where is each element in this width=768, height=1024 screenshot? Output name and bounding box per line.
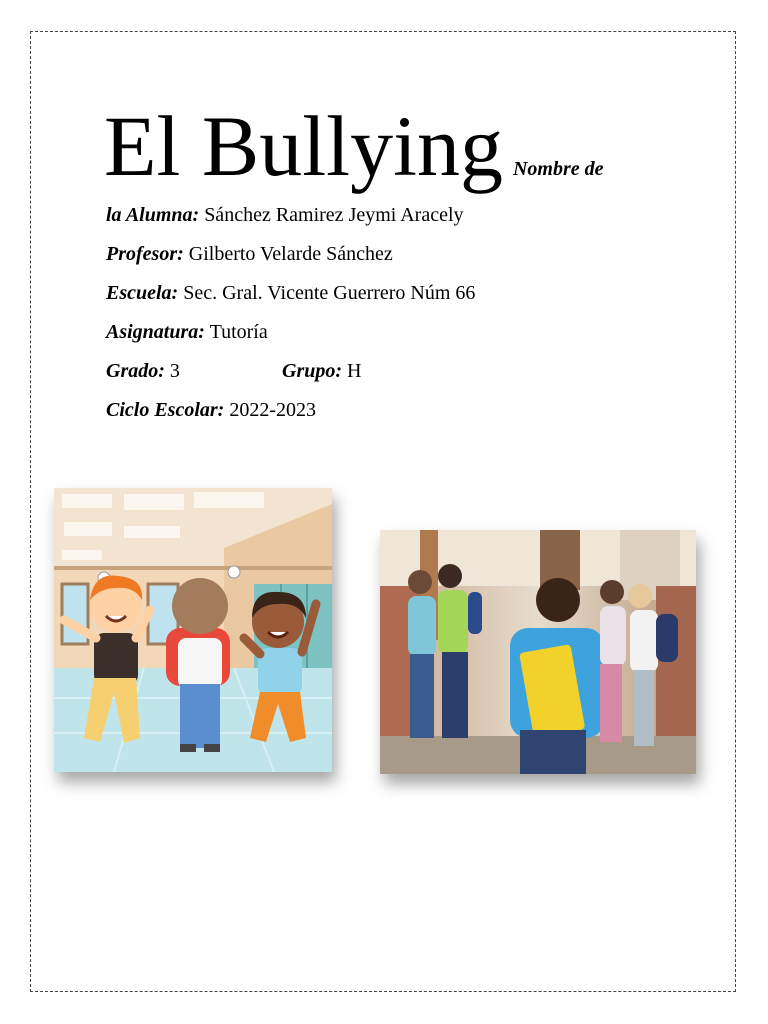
student-line	[106, 202, 464, 228]
school-name: Sec. Gral. Vicente Guerrero Núm 66	[183, 282, 476, 304]
school-line	[106, 280, 475, 306]
group-value: H	[347, 360, 362, 382]
document-title: El Bullying	[104, 98, 503, 194]
student-label-start: Nombre de	[512, 158, 604, 180]
grade-label: Grado:	[106, 360, 165, 382]
cover-title-line	[104, 96, 604, 219]
grade-value: 3	[169, 360, 180, 382]
grade-line	[106, 358, 180, 384]
subject-label: Asignatura:	[106, 321, 205, 343]
student-name: Sánchez Ramirez Jeymi Aracely	[204, 204, 464, 226]
group-line	[282, 358, 361, 384]
school-year-line	[106, 397, 316, 423]
group-label: Grupo:	[282, 360, 343, 382]
student-label: la Alumna:	[106, 204, 200, 226]
cartoon-school-image	[54, 488, 332, 772]
school-label: Escuela:	[106, 282, 179, 304]
school-year-value: 2022-2023	[229, 399, 317, 421]
subject-name: Tutoría	[209, 321, 268, 343]
school-year-label: Ciclo Escolar:	[106, 399, 225, 421]
teacher-line	[106, 241, 393, 267]
bullying-photo-icon	[380, 530, 696, 774]
teacher-label: Profesor:	[106, 243, 184, 265]
subject-line	[106, 319, 268, 345]
cartoon-illustration-icon	[54, 488, 332, 772]
bullying-photo-image	[380, 530, 696, 774]
teacher-name: Gilberto Velarde Sánchez	[188, 243, 393, 265]
